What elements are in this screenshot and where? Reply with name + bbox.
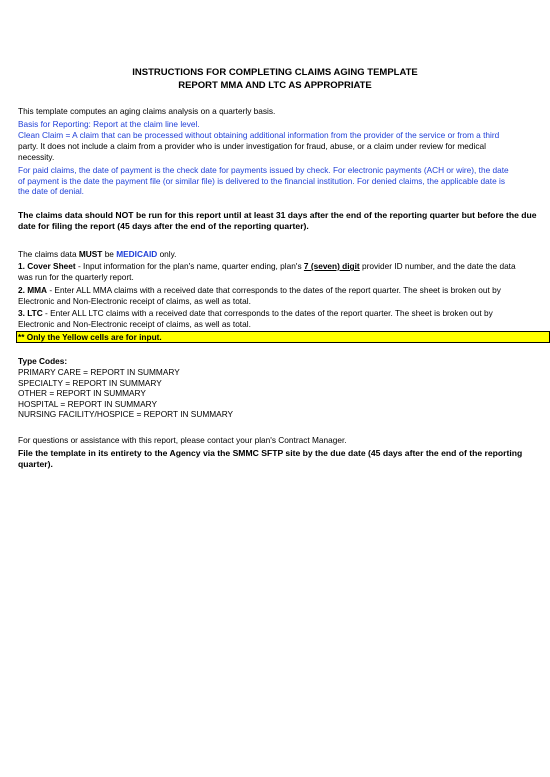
cover-sheet-label: 1. Cover Sheet — [18, 261, 76, 271]
instruction-cover-sheet: 1. Cover Sheet - Input information for the plan's name, quarter ending, plan's 7 (seven) digit provider ID number, and the date the data was run for the quarterly report. — [18, 261, 550, 282]
type-code-item: SPECIALTY = REPORT IN SUMMARY — [18, 377, 162, 388]
clean-claim-definition — [18, 130, 550, 141]
yellow-input-note — [16, 331, 550, 343]
clean-claim-line-2: party. It does not include a claim from a provider who is under investigation for fraud, abuse, or a claim under review for medical — [18, 141, 486, 151]
filing-line-2: quarter). — [18, 459, 53, 469]
type-code-item: HOSPITAL = REPORT IN SUMMARY — [18, 398, 158, 409]
title-line-1: INSTRUCTIONS FOR COMPLETING CLAIMS AGING TEMPLATE — [132, 67, 418, 78]
type-code-item: PRIMARY CARE = REPORT IN SUMMARY — [18, 367, 180, 377]
cover-sheet-line-2: was run for the quarterly report. — [18, 271, 134, 282]
must-emphasis: MUST — [78, 249, 103, 259]
medicaid-emphasis: MEDICAID — [116, 249, 158, 259]
basis-for-reporting: Basis for Reporting: Report at the claim line level. — [18, 119, 200, 129]
paid-claims-line-3: the date of denial. — [18, 186, 84, 196]
instruction-ltc: 3. LTC - Enter ALL LTC claims with a received date that corresponds to the dates of the report quarter. The sheet is broken out by Electronic and Non-Electronic receipt of claims, as well as total. — [18, 308, 550, 329]
ltc-line-2: Electronic and Non-Electronic receipt of claims, as well as total. — [18, 318, 251, 329]
timing-warning — [18, 210, 550, 232]
filing-instruction — [18, 448, 550, 470]
instruction-mma: 2. MMA - Enter ALL MMA claims with a received date that corresponds to the dates of the report quarter. The sheet is broken out by Electronic and Non-Electronic receipt of claims, as well as total. — [18, 285, 550, 306]
type-codes-list — [18, 367, 550, 420]
clean-claim-line-3: necessity. — [18, 151, 55, 162]
contact-note: For questions or assistance with this report, please contact your plan's Contract Manager. — [18, 435, 347, 445]
paid-claims-line-1: For paid claims, the date of payment is the check date for payments issued by check. For electronic payments (ACH or wire), the date — [18, 165, 509, 175]
timing-warning-line-1: The claims data should NOT be run for this report until at least 31 days after the end of the reporting quarter but before the due — [18, 210, 537, 220]
ltc-label: 3. LTC — [18, 308, 43, 318]
yellow-input-note-text: ** Only the Yellow cells are for input. — [18, 332, 162, 342]
medicaid-only-note: The claims data MUST be MEDICAID only. — [18, 249, 177, 259]
type-codes-heading: Type Codes: — [18, 356, 68, 366]
intro-text: This template computes an aging claims analysis on a quarterly basis. — [18, 106, 276, 116]
paid-claims-definition — [18, 165, 550, 197]
clean-claim-continued — [18, 141, 550, 162]
type-code-item: OTHER = REPORT IN SUMMARY — [18, 388, 146, 398]
timing-warning-line-2: date for filing the report (45 days after the end of the reporting quarter). — [18, 221, 309, 231]
type-code-item: NURSING FACILITY/HOSPICE = REPORT IN SUMMARY — [18, 409, 234, 419]
paid-claims-line-2: of payment is the date the payment file (or similar file) is delivered to the financial institution. For denied claims, the applicable date is — [18, 175, 505, 186]
clean-claim-line-1: Clean Claim = A claim that can be processed without obtaining additional information from the provider of the service or from a third — [18, 130, 500, 140]
title-line-2: REPORT MMA AND LTC AS APPROPRIATE — [178, 80, 372, 91]
mma-label: 2. MMA — [18, 285, 48, 295]
mma-line-2: Electronic and Non-Electronic receipt of claims, as well as total. — [18, 295, 251, 306]
seven-digit-emphasis: 7 (seven) digit — [303, 261, 360, 271]
filing-line-1: File the template in its entirety to the Agency via the SMMC SFTP site by the due date (45 days after the end of the reporting — [18, 448, 523, 458]
